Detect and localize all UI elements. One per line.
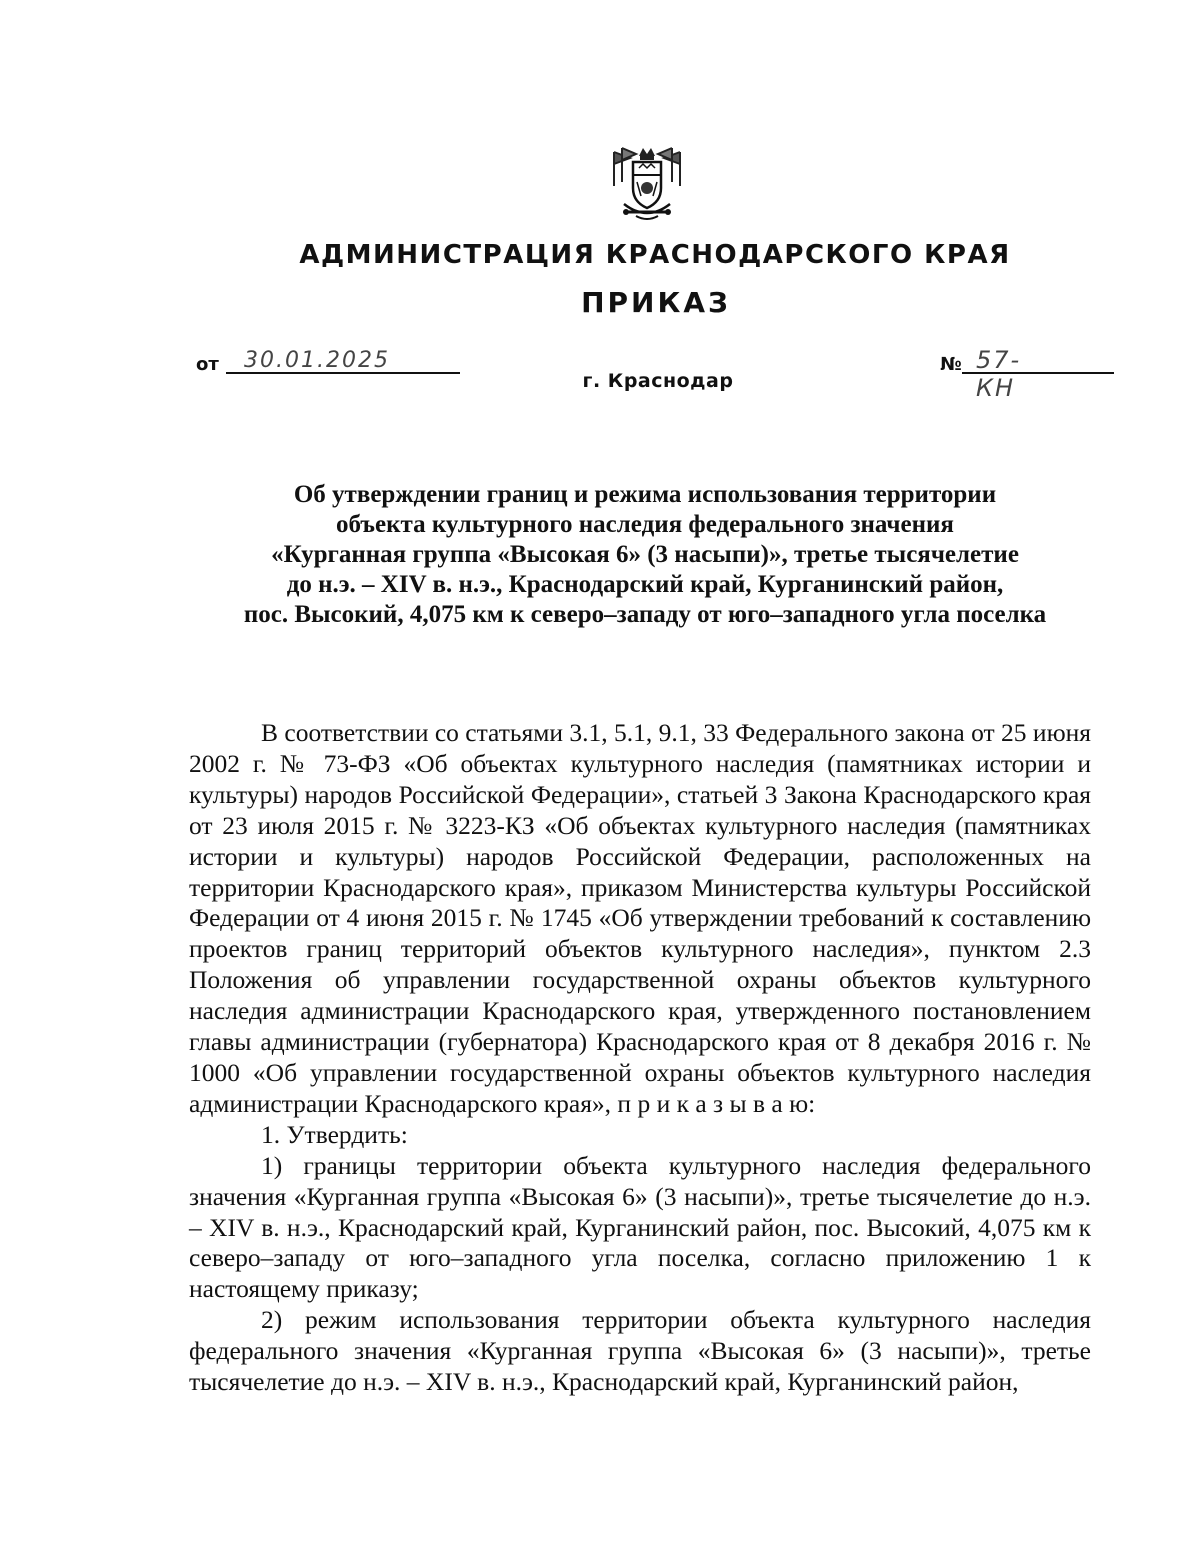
subject-line: Об утверждении границ и режима использования территории <box>293 481 997 508</box>
subject-line: пос. Высокий, 4,075 км к северо–западу от юго–западного угла поселка <box>243 601 1047 628</box>
preamble-paragraph: В соответствии со статьями 3.1, 5.1, 9.1, 33 Федерального закона от 25 июня 2002 г. № 73-ФЗ «Об объектах культурного наследия (памятниках истории и культуры) народов Российской Федерации», статьей 3 Закона Краснодарского края от 23 июля 2015 г. № 3223-КЗ «Об объектах культурного наследия (памятниках истории и культуры) народов Российской Федерации, расположенных на территории Краснодарского края», приказом Министерства культуры Российской Федерации от 4 июня 2015 г. № 1745 «Об утверждении требований к составлению проектов границ территорий объектов культурного наследия», пунктом 2.3 Положения об управлении государственной охраны объектов культурного наследия администрации Краснодарского края, утвержденного постановлением главы администрации (губернатора) Краснодарского края от 8 декабря 2016 г. № 1000 «Об управлении государственной охраны объектов культурного наследия администрации Краснодарского края», п р и к а з ы в а ю: <box>189 718 1091 1118</box>
clause-paragraph: 1) границы территории объекта культурного наследия федерального значения «Курганная группа «Высокая 6» (3 насыпи)», третье тысячелетие до н.э. – XIV в. н.э., Краснодарский край, Курганинский район, пос. Высокий, 4,075 км к северо–западу от юго–западного угла поселка, согласно приложению 1 к настоящему приказу; <box>189 1150 1091 1304</box>
number-label: № <box>940 354 962 375</box>
subject-line: «Курганная группа «Высокая 6» (3 насыпи)», третье тысячелетие <box>271 541 1019 568</box>
organization-title: АДМИНИСТРАЦИЯ КРАСНОДАРСКОГО КРАЯ <box>299 240 1011 270</box>
subject-line: до н.э. – XIV в. н.э., Краснодарский край, Курганинский район, <box>286 571 1004 598</box>
order-body <box>189 718 1091 1398</box>
coat-of-arms-icon <box>606 142 688 224</box>
handwritten-date: 30.01.2025 <box>244 348 390 373</box>
document-type-heading: ПРИКАЗ <box>581 286 731 319</box>
handwritten-number: 57-КН <box>976 346 1022 402</box>
clause-paragraph: 1. Утвердить: <box>261 1119 408 1149</box>
city-line: г. Краснодар <box>582 370 734 392</box>
date-label: от <box>196 354 219 375</box>
subject-line: объекта культурного наследия федерального значения <box>336 511 954 538</box>
clause-paragraph: 2) режим использования территории объекта культурного наследия федерального значения «Курганная группа «Высокая 6» (3 насыпи)», третье тысячелетие до н.э. – XIV в. н.э., Краснодарский край, Курганинский район, <box>189 1305 1091 1397</box>
order-subject <box>150 480 1140 630</box>
